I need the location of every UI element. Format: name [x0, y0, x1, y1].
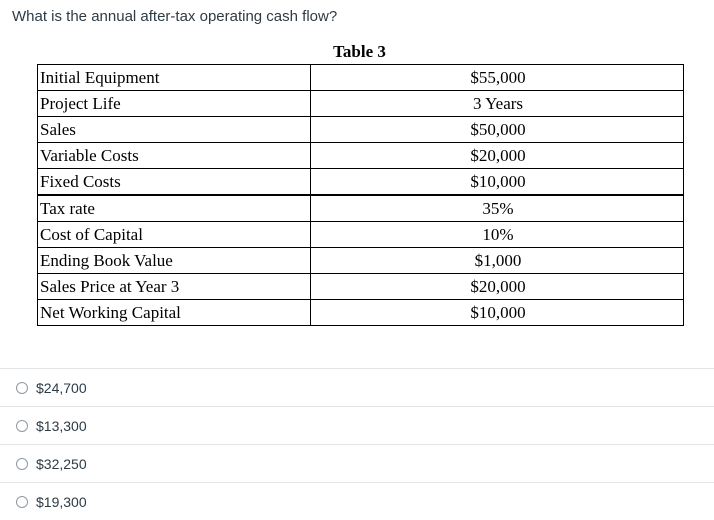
row-value: $50,000	[311, 117, 684, 143]
answer-label: $32,250	[36, 455, 87, 472]
table-row	[38, 117, 684, 143]
row-value: $55,000	[311, 65, 684, 91]
row-label: Project Life	[38, 91, 311, 117]
data-table	[37, 64, 684, 326]
row-label: Sales Price at Year 3	[38, 274, 311, 300]
row-value: 3 Years	[311, 91, 684, 117]
row-value: $10,000	[311, 300, 684, 326]
data-table-container	[37, 42, 711, 326]
row-label: Tax rate	[38, 195, 311, 222]
table-row	[38, 91, 684, 117]
row-value: $20,000	[311, 274, 684, 300]
row-label: Sales	[38, 117, 311, 143]
row-value: 10%	[311, 222, 684, 248]
row-label: Ending Book Value	[38, 248, 311, 274]
row-value: $10,000	[311, 169, 684, 196]
table-row	[38, 143, 684, 169]
table-row	[38, 300, 684, 326]
answer-label: $13,300	[36, 417, 87, 434]
answer-label: $19,300	[36, 493, 87, 510]
radio-button-icon[interactable]	[16, 420, 28, 432]
row-label: Fixed Costs	[38, 169, 311, 196]
radio-button-icon[interactable]	[16, 458, 28, 470]
row-label: Initial Equipment	[38, 65, 311, 91]
answer-option[interactable]	[0, 482, 714, 520]
answer-label: $24,700	[36, 379, 87, 396]
radio-button-icon[interactable]	[16, 496, 28, 508]
row-value: $20,000	[311, 143, 684, 169]
table-row	[38, 169, 684, 196]
table-row	[38, 248, 684, 274]
table-row	[38, 195, 684, 222]
row-value: 35%	[311, 195, 684, 222]
row-label: Variable Costs	[38, 143, 311, 169]
answer-option[interactable]	[0, 368, 714, 406]
answer-list	[0, 368, 714, 520]
row-label: Net Working Capital	[38, 300, 311, 326]
row-value: $1,000	[311, 248, 684, 274]
answer-option[interactable]	[0, 406, 714, 444]
table-row	[38, 274, 684, 300]
table-row	[38, 65, 684, 91]
answer-option[interactable]	[0, 444, 714, 482]
table-title: Table 3	[333, 42, 386, 61]
radio-button-icon[interactable]	[16, 382, 28, 394]
row-label: Cost of Capital	[38, 222, 311, 248]
table-row	[38, 222, 684, 248]
question-text: What is the annual after-tax operating cash flow?	[12, 8, 338, 25]
